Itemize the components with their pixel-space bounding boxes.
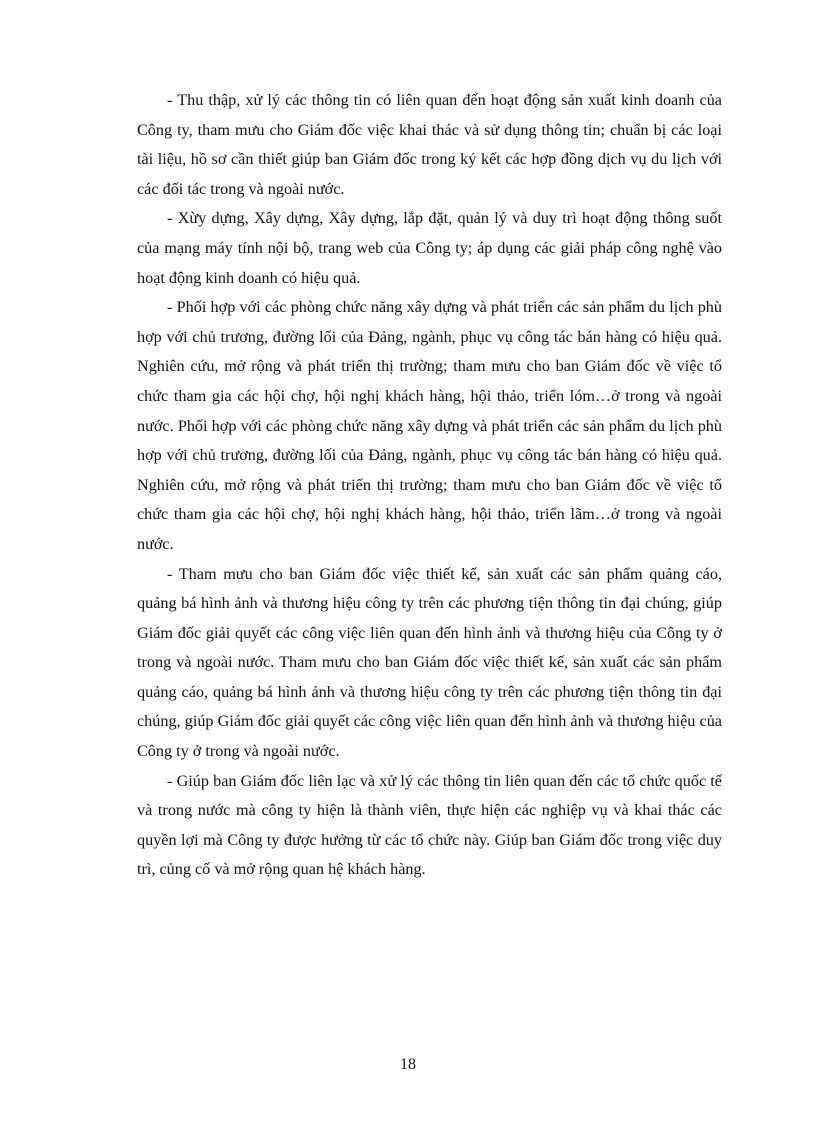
paragraph-advertising-brand: - Tham mưu cho ban Giám đốc việc thiết kế, sản xuất các sản phẩm quảng cáo, quảng bá hình ảnh và thương hiệu công ty trên các phương tiện thông tin đại chúng, giúp Giám đốc giải quyết các công việc liên quan đến hình ảnh và thương hiệu của Công ty ở trong và ngoài nước. Tham mưu cho ban Giám đốc việc thiết kế, sản xuất các sản phẩm quảng cáo, quảng bá hình ảnh và thương hiệu công ty trên các phương tiện thông tin đại chúng, giúp Giám đốc giải quyết các công việc liên quan đến hình ảnh và thương hiệu của Công ty ở trong và ngoài nước. bbox=[137, 564, 722, 761]
paragraph-information-processing: - Thu thập, xử lý các thông tin có liên quan đến hoạt động sản xuất kinh doanh của Công ty, tham mưu cho Giám đốc việc khai thác và sử dụng thông tin; chuẩn bị các loại tài liệu, hồ sơ cần thiết giúp ban Giám đốc trong ký kết các hợp đồng dịch vụ du lịch với các đối tác trong và ngoài nước. bbox=[137, 91, 722, 198]
body-text bbox=[137, 86, 722, 885]
paragraph-network-web: - Xừy dựng, Xây dựng, Xây dựng, lắp đặt, quản lý và duy trì hoạt động thông suốt của mạng máy tính nội bộ, trang web của Công ty; áp dụng các giải pháp công nghệ vào hoạt động kinh doanh có hiệu quả. bbox=[137, 209, 722, 287]
paragraph-international-relations: - Giúp ban Giám đốc liên lạc và xử lý các thông tin liên quan đến các tổ chức quốc tế và trong nước mà công ty hiện là thành viên, thực hiện các nghiệp vụ và khai thác các quyền lợi mà Công ty được hưởng từ các tổ chức này. Giúp ban Giám đốc trong việc duy trì, củng cố và mở rộng quan hệ khách hàng. bbox=[137, 771, 722, 879]
paragraph-product-market: - Phối hợp với các phòng chức năng xây dựng và phát triển các sản phẩm du lịch phù hợp với chủ trương, đường lối của Đảng, ngành, phục vụ công tác bán hàng có hiệu quả. Nghiên cứu, mở rộng và phát triển thị trường; tham mưu cho ban Giám đốc về việc tổ chức tham gia các hội chợ, hội nghị khách hàng, hội thảo, triển lóm…ở trong và ngoài nước. Phối hợp với các phòng chức năng xây dựng và phát triển các sản phẩm du lịch phù hợp với chủ trương, đường lối của Đảng, ngành, phục vụ công tác bán hàng có hiệu quả. Nghiên cứu, mở rộng và phát triển thị trường; tham mưu cho ban Giám đốc về việc tổ chức tham gia các hội chợ, hội nghị khách hàng, hội thảo, triển lãm…ở trong và ngoài nước. bbox=[137, 298, 722, 553]
page-number: 18 bbox=[400, 1056, 416, 1073]
